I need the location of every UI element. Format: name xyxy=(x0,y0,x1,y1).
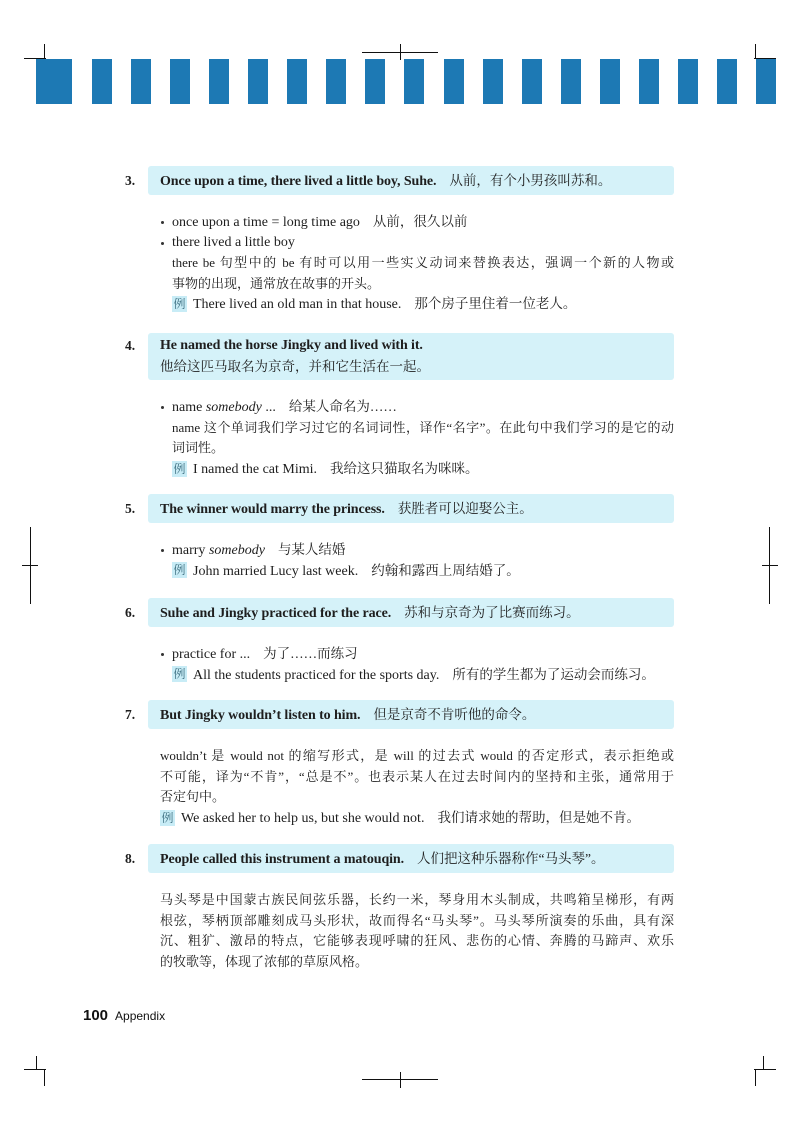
key-sentence-bar xyxy=(148,598,674,627)
key-sentence xyxy=(160,848,662,870)
key-sentence-bar xyxy=(148,494,674,523)
header-stripe-band xyxy=(0,59,800,104)
key-sentence xyxy=(160,602,662,624)
header-stripe xyxy=(756,59,776,104)
item-notes xyxy=(125,890,674,972)
usage-meaning: 为了……而练习 xyxy=(263,646,358,661)
header-stripe xyxy=(483,59,503,104)
header-stripe xyxy=(717,59,737,104)
header-stripe xyxy=(170,59,190,104)
header-stripe xyxy=(131,59,151,104)
example-zh: 那个房子里住着一位老人。 xyxy=(414,296,577,312)
bullet-dot xyxy=(161,549,164,552)
explanation-line: name 这个单词我们学习过它的名词词性，译作“名字”。在此句中我们学习的是它的动 xyxy=(172,419,674,435)
item-notes xyxy=(125,644,674,685)
item-number: 5. xyxy=(125,501,136,516)
key-sentence-zh: 从前，有个小男孩叫苏和。 xyxy=(449,172,612,188)
header-stripe xyxy=(287,59,307,104)
bullet-dot xyxy=(161,242,164,245)
header-stripe xyxy=(36,59,72,104)
example-label: 例 xyxy=(161,810,174,825)
key-sentence-zh: 但是京奇不肯听他的命令。 xyxy=(373,706,536,722)
explanation-line: 词词性。 xyxy=(172,440,225,456)
key-sentence xyxy=(160,170,662,192)
header-stripe xyxy=(444,59,464,104)
usage-meaning: 给某人命名为…… xyxy=(288,399,397,414)
example-en: I named the cat Mimi. xyxy=(193,461,318,477)
key-sentence-bar xyxy=(148,333,674,380)
example-label: 例 xyxy=(173,461,186,476)
usage-phrase: there lived a little boy xyxy=(172,234,295,250)
explanation-line: 否定句中。 xyxy=(160,789,226,805)
sentence-item-8 xyxy=(125,844,674,972)
header-stripe xyxy=(209,59,229,104)
example-zh: 约翰和露西上周结婚了。 xyxy=(371,562,520,578)
key-sentence-zh: 人们把这种乐器称作“马头琴”。 xyxy=(417,850,605,866)
key-sentence-en: Once upon a time, there lived a little boy, Suhe. xyxy=(160,173,437,189)
usage-point xyxy=(160,540,674,561)
header-stripe xyxy=(678,59,698,104)
header-stripe xyxy=(404,59,424,104)
example-sentence xyxy=(160,294,674,315)
usage-phrase-verb: name xyxy=(172,400,206,415)
header-stripe xyxy=(561,59,581,104)
example-en: There lived an old man in that house. xyxy=(193,297,402,313)
section-name: Appendix xyxy=(115,1009,166,1023)
key-sentence-en: People called this instrument a matouqin. xyxy=(160,851,405,867)
example-zh: 我给这只猫取名为咪咪。 xyxy=(330,460,479,476)
explanation-line: 的牧歌等，体现了浓郁的草原风格。 xyxy=(160,953,369,969)
example-label: 例 xyxy=(173,297,186,312)
header-stripe xyxy=(600,59,620,104)
sentence-item-4 xyxy=(125,333,674,479)
example-en: John married Lucy last week. xyxy=(193,563,359,579)
explanation-line: wouldn’t 是 would not 的缩写形式，是 will 的过去式 would 的否定形式，表示拒绝或 xyxy=(160,748,674,763)
usage-phrase-verb: marry xyxy=(172,543,209,558)
usage-point xyxy=(160,644,674,665)
item-notes xyxy=(125,746,674,828)
usage-phrase-object: somebody xyxy=(205,400,262,415)
explanation-line: 沉、粗犷、激昂的特点，它能够表现呼啸的狂风、悲伤的心情、奔腾的马蹄声、欢乐 xyxy=(160,933,674,949)
explanation-line: 马头琴是中国蒙古族民间弦乐器，长约一米，琴身用木头制成，共鸣箱呈梯形，有两 xyxy=(160,892,674,907)
header-stripe xyxy=(92,59,112,104)
page-footer xyxy=(83,1006,165,1025)
key-sentence-bar xyxy=(148,844,674,873)
key-sentence-zh: 他给这匹马取名为京奇，并和它生活在一起。 xyxy=(160,359,430,374)
key-sentence-en: He named the horse Jingky and lived with it. xyxy=(160,338,423,353)
example-en: All the students practiced for the sports day. xyxy=(193,667,440,683)
usage-phrase: once upon a time = long time ago xyxy=(172,215,360,230)
example-en: We asked her to help us, but she would not. xyxy=(181,810,425,826)
example-sentence xyxy=(160,459,674,480)
header-stripe xyxy=(522,59,542,104)
example-sentence xyxy=(160,665,674,686)
header-stripe xyxy=(326,59,346,104)
item-number: 6. xyxy=(125,605,136,620)
explanation-line: 根弦，琴柄顶部雕刻成马头形状，故而得名“马头琴”。马头琴所演奏的乐曲，具有深 xyxy=(160,912,674,928)
key-sentence-zh: 苏和与京奇为了比赛而练习。 xyxy=(404,604,580,620)
bullet-dot xyxy=(161,221,164,224)
key-sentence-en: Suhe and Jingky practiced for the race. xyxy=(160,605,392,621)
explanation-line: 事物的出现，通常放在故事的开头。 xyxy=(172,275,381,291)
usage-point xyxy=(160,212,674,233)
item-number: 8. xyxy=(125,851,136,866)
example-label: 例 xyxy=(173,667,186,682)
key-sentence xyxy=(160,704,662,726)
sentence-item-7 xyxy=(125,700,674,828)
sentence-item-6 xyxy=(125,598,674,685)
page-number: 100 xyxy=(83,1007,109,1024)
item-number: 4. xyxy=(125,338,136,353)
key-sentence-bar xyxy=(148,166,674,195)
item-number: 7. xyxy=(125,707,136,722)
header-stripe xyxy=(639,59,659,104)
usage-meaning: 与某人结婚 xyxy=(277,542,346,557)
example-sentence xyxy=(160,808,674,829)
item-notes xyxy=(125,212,674,315)
example-sentence xyxy=(160,561,674,582)
example-label: 例 xyxy=(173,563,186,578)
header-stripe xyxy=(365,59,385,104)
explanation-line: there be 句型中的 be 有时可以用一些实义动词来替换表达，强调一个新的人物或 xyxy=(172,255,674,271)
bullet-dot xyxy=(161,406,164,409)
bullet-dot xyxy=(161,653,164,656)
key-sentence-en: But Jingky wouldn’t listen to him. xyxy=(160,707,361,723)
sentence-item-3 xyxy=(125,166,674,315)
header-stripe xyxy=(248,59,268,104)
explanation-line: 不可能，译为“不肯”，“总是不”。也表示某人在过去时间内的坚持和主张，通常用于 xyxy=(160,768,674,784)
usage-phrase-object: somebody xyxy=(208,543,265,558)
item-number: 3. xyxy=(125,173,136,188)
usage-point xyxy=(160,397,674,418)
usage-meaning: 从前，很久以前 xyxy=(372,214,468,229)
usage-point xyxy=(160,233,674,254)
item-notes xyxy=(125,540,674,581)
key-sentence-zh: 获胜者可以迎娶公主。 xyxy=(397,500,533,516)
sentence-item-5 xyxy=(125,494,674,581)
example-zh: 我们请求她的帮助，但是她不肯。 xyxy=(437,809,640,825)
usage-phrase-ellipsis: ... xyxy=(261,400,276,415)
key-sentence-en: The winner would marry the princess. xyxy=(160,501,385,517)
key-sentence xyxy=(160,498,662,520)
key-sentence xyxy=(160,335,662,356)
example-zh: 所有的学生都为了运动会而练习。 xyxy=(452,666,655,682)
item-notes xyxy=(125,397,674,479)
key-sentence-translation xyxy=(160,356,662,378)
key-sentence-bar xyxy=(148,700,674,729)
usage-phrase: practice for ... xyxy=(172,647,251,662)
